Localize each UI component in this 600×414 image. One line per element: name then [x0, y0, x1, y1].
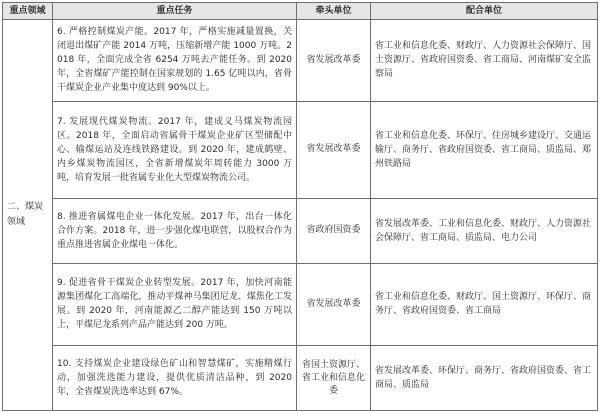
table-row [3, 346, 598, 411]
task-cell: 9. 促进省骨干煤炭企业转型发展。2017 年，加快河南能源集团煤化工高端化，推动平煤神马集团尼龙、煤焦化工发展。到 2020 年，河南能源乙二醇产能达到 150 万吨以上，平煤尼龙系列产品产能达到 200 万吨。 [53, 263, 297, 346]
header-lead: 牵头单位 [297, 3, 371, 20]
coop-cell: 省工业和信息化委、财政厅、国土资源厅、环保厅、商务厅、省政府国资委、省工商局 [371, 263, 598, 346]
policy-table [2, 2, 598, 411]
area-cell: 二、煤炭领域 [3, 20, 53, 411]
lead-cell: 省发展改革委 [297, 101, 371, 198]
task-cell: 8. 推进省属煤电企业一体化发展。2017 年，出台一体化合作方案。2018 年，进一步强化煤电联营，以股权合作为重点推进省属企业煤电一体化。 [53, 198, 297, 263]
table-header-row [3, 3, 598, 20]
table-row [3, 20, 598, 102]
header-area: 重点领域 [3, 3, 53, 20]
lead-cell: 省发展改革委 [297, 20, 371, 102]
table-row [3, 198, 598, 263]
table-row [3, 263, 598, 346]
lead-cell: 省国土资源厅、省工业和信息化委 [297, 346, 371, 411]
header-coop: 配合单位 [371, 3, 598, 20]
coop-cell: 省工业和信息化委、环保厅、住房城乡建设厅、交通运输厅、商务厅、省政府国资委、省工商局、质监局、郑州铁路局 [371, 101, 598, 198]
lead-cell: 省发展改革委 [297, 263, 371, 346]
task-cell: 10. 支持煤炭企业建设绿色矿山和智慧煤矿，实施精煤行动，加强洗选能力建设，提供优质清洁品种，到 2020 年，全省煤炭洗选率达到 67%。 [53, 346, 297, 411]
coop-cell: 省发展改革委、环保厅、商务厅、省政府国资委、省工商局、质监局 [371, 346, 598, 411]
task-cell: 7. 发展现代煤炭物流。2017 年，建成义马煤炭物流园区。2018 年，全面启动省属骨干煤炭企业矿区型储配中心、输煤运站及连线铁路建设。到 2020 年，建成鹤壁、内乡煤炭物流园区，全省新增煤炭年周转能力 3000 万吨，培育发展一批省属专业化大型煤炭物流公司。 [53, 101, 297, 198]
coop-cell: 省发展改革委、工业和信息化委、财政厅、人力资源社会保障厅、省工商局、质监局、电力公司 [371, 198, 598, 263]
table-row [3, 101, 598, 198]
task-cell: 6. 严格控制煤炭产能。2017 年，严格实施减量置换，关闭退出煤矿产能 2014 万吨，压缩新增产能 1000 万吨。2018 年，全面完成全省 6254 万吨去产能任务。到 2020 年，全省煤矿产能控制在国家规划的 1.65 亿吨以内，省骨干煤炭企业产业集中度达到 90%以上。 [53, 20, 297, 102]
coop-cell: 省工业和信息化委、财政厅、人力资源社会保障厅、国土资源厅、省政府国资委、省工商局、河南煤矿安全监察局 [371, 20, 598, 102]
header-task: 重点任务 [53, 3, 297, 20]
lead-cell: 省政府国资委 [297, 198, 371, 263]
